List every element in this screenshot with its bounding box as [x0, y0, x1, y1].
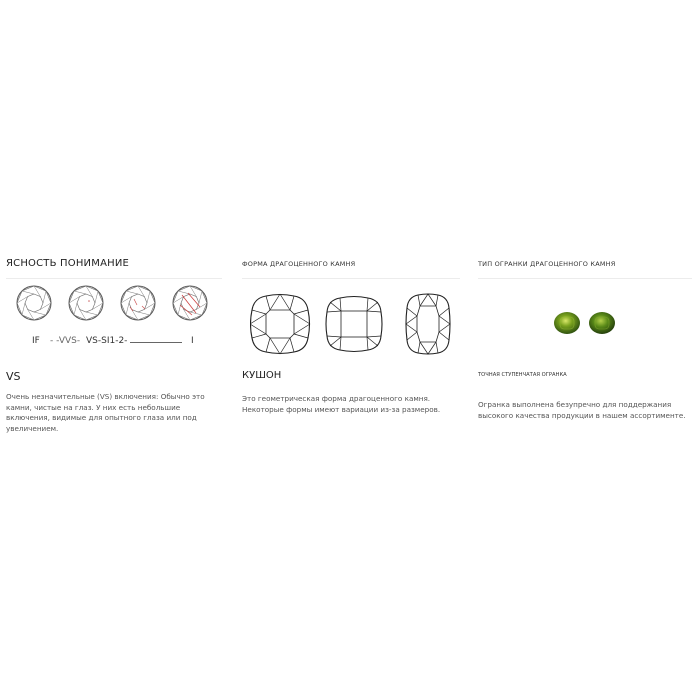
clarity-scale — [6, 336, 222, 350]
shape-description-line: Некоторые формы имеют вариации из-за размеров. — [242, 404, 441, 414]
cut-divider — [478, 278, 692, 279]
clarity-diamond-row — [14, 268, 230, 338]
clarity-description — [6, 392, 205, 434]
scale-label-vs-si: VS-SI1-2- — [86, 336, 128, 346]
clarity-description-line: увеличением. — [6, 423, 59, 433]
scale-label-if: IF — [32, 336, 40, 346]
scale-label-i: I — [191, 336, 194, 346]
cut-description-line: высокого качества продукции в нашем ассортименте. — [478, 410, 686, 420]
clarity-description-line: камни, чистые на глаз. У них есть небольшие — [6, 402, 181, 412]
clarity-description-line: Очень незначительные (VS) включения: Обычно это — [6, 392, 205, 401]
scale-line — [130, 342, 182, 343]
diamond-vvs-icon — [69, 286, 103, 320]
cut-description-line: Огранка выполнена безупречно для поддержания — [478, 400, 672, 409]
cut-description — [478, 400, 692, 421]
cut-section — [478, 248, 692, 420]
clarity-grade: VS — [6, 370, 21, 383]
shape-description — [242, 394, 462, 415]
shape-section — [242, 248, 460, 414]
diamond-i-icon — [173, 286, 207, 320]
shape-title: ФОРМА ДРАГОЦЕННОГО КАМНЯ — [242, 260, 356, 268]
gem-front-photo — [554, 312, 580, 334]
cushion-elongated-shape-icon — [406, 294, 450, 354]
cut-title: ТИП ОГРАНКИ ДРАГОЦЕННОГО КАМНЯ — [478, 260, 616, 268]
shape-description-line: Это геометрическая форма драгоценного камня. — [242, 394, 431, 403]
clarity-title: ЯСНОСТЬ ПОНИМАНИЕ — [6, 258, 130, 269]
scale-label-vvs: - -VVS- — [50, 336, 81, 346]
gem-side-photo — [589, 312, 615, 334]
cushion-shape-icon — [250, 294, 310, 354]
cut-name: ТОЧНАЯ СТУПЕНЧАТАЯ ОГРАНКА — [478, 372, 567, 378]
shape-outline-row — [250, 290, 468, 360]
shape-name: КУШОН — [242, 370, 282, 381]
gem-photos — [552, 308, 622, 338]
clarity-section — [6, 248, 222, 433]
shape-divider — [242, 278, 460, 279]
cushion-top-shape-icon — [326, 297, 382, 352]
clarity-description-line: включения, видимые для опытного глаза или под — [6, 413, 197, 422]
diamond-vs-icon — [121, 286, 155, 320]
diamond-if-icon — [17, 286, 51, 320]
